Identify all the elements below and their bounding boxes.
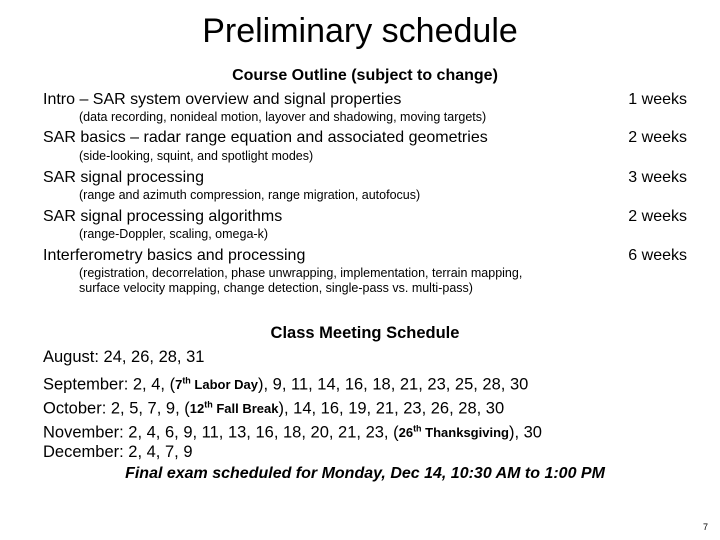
meeting-dates: November: 2, 4, 6, 9, 11, 13, 16, 18, 20, 21, 23, (: [43, 423, 399, 442]
holiday-name: Fall Break: [212, 401, 279, 417]
topic-duration: 2 weeks: [628, 208, 687, 225]
meeting-september: [43, 371, 528, 395]
topic-detail-line: surface velocity mapping, change detection, single-pass vs. multi-pass): [79, 281, 473, 295]
holiday-day: 12: [189, 401, 205, 417]
meeting-august: August: 24, 26, 28, 31: [43, 348, 205, 366]
holiday-note: [190, 401, 279, 416]
topic-duration: 6 weeks: [628, 247, 687, 264]
holiday-name: Thanksgiving: [421, 425, 509, 441]
holiday-note: [399, 425, 509, 440]
topic-detail: (side-looking, squint, and spotlight modes): [79, 149, 314, 163]
topic-title: SAR basics – radar range equation and associated geometries: [43, 129, 488, 146]
meeting-december: December: 2, 4, 7, 9: [43, 443, 193, 461]
holiday-day: 26: [398, 425, 414, 441]
meeting-november: [43, 419, 542, 443]
topic-detail: (range and azimuth compression, range migration, autofocus): [79, 188, 421, 202]
holiday-name: Labor Day: [190, 377, 258, 393]
page-number: 7: [702, 522, 708, 532]
course-outline-heading: Course Outline (subject to change): [232, 67, 498, 84]
topic-title: SAR signal processing: [43, 169, 204, 186]
slide-title: Preliminary schedule: [202, 12, 518, 50]
meeting-dates: October: 2, 5, 7, 9, (: [43, 399, 190, 418]
ordinal-suffix: th: [413, 424, 422, 434]
meeting-dates: ), 9, 11, 14, 16, 18, 21, 23, 25, 28, 30: [258, 375, 529, 394]
ordinal-suffix: th: [182, 376, 191, 386]
meeting-october: [43, 395, 504, 419]
topic-title: Interferometry basics and processing: [43, 247, 306, 264]
ordinal-suffix: th: [204, 400, 213, 410]
topic-duration: 3 weeks: [628, 169, 687, 186]
topic-duration: 2 weeks: [628, 129, 687, 146]
meeting-dates: September: 2, 4, (: [43, 375, 176, 394]
meeting-dates: ), 30: [508, 423, 542, 442]
holiday-day: 7: [175, 377, 183, 393]
holiday-note: [175, 377, 258, 392]
topic-detail: (range-Doppler, scaling, omega-k): [79, 227, 268, 241]
topic-duration: 1 weeks: [628, 91, 687, 108]
final-exam-note: Final exam scheduled for Monday, Dec 14, 10:30 AM to 1:00 PM: [125, 465, 605, 482]
topic-title: Intro – SAR system overview and signal properties: [43, 91, 402, 108]
meeting-schedule-heading: Class Meeting Schedule: [270, 324, 460, 342]
topic-detail-line: (registration, decorrelation, phase unwrapping, implementation, terrain mapping,: [79, 266, 523, 280]
topic-title: SAR signal processing algorithms: [43, 208, 283, 225]
topic-detail: (data recording, nonideal motion, layover and shadowing, moving targets): [79, 110, 487, 124]
meeting-dates: ), 14, 16, 19, 21, 23, 26, 28, 30: [278, 399, 505, 418]
